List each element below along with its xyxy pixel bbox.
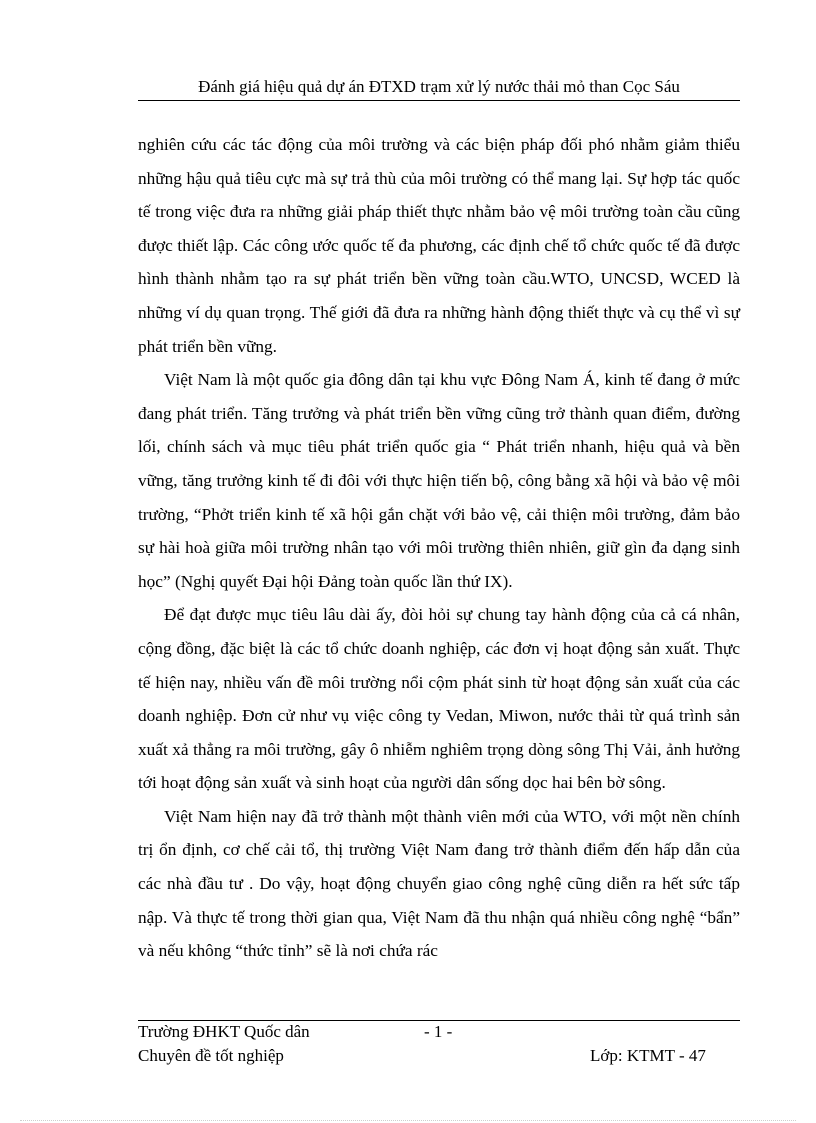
paragraph: Việt Nam là một quốc gia đông dân tại khu vực Đông Nam Á, kinh tế đang ở mức đang phát triển. Tăng trưởng và phát triển bền vững cũng trở thành quan điểm, đường lối, chính sách và mục tiêu phát triển quốc gia “ Phát triển nhanh, hiệu quả và bền vững, tăng trưởng kinh tế đi đôi với thực hiện tiến bộ, công bằng xã hội và bảo vệ môi trường, “Phởt triển kinh tế xã hội gắn chặt với bảo vệ, cải thiện môi trường, đảm bảo sự hài hoà giữa môi trường nhân tạo với môi trường thiên nhiên, giữ gìn đa dạng sinh học” (Nghị quyết Đại hội Đảng toàn quốc lần thứ IX). [138, 370, 740, 591]
page-header-title: Đánh giá hiệu quả dự án ĐTXD trạm xử lý nước thải mỏ than Cọc Sáu [198, 77, 680, 96]
paragraph: nghiên cứu các tác động của môi trường và các biện pháp đối phó nhằm giảm thiểu những hậu quả tiêu cực mà sự trả thù của môi trường có thể mang lại. Sự hợp tác quốc tế trong việc đưa ra những giải pháp thiết thực nhằm bảo vệ môi trường toàn cầu cũng được thiết lập. Các công ước quốc tế đa phương, các định chế tổ chức quốc tế đã được hình thành nhằm tạo ra sự phát triển bền vững toàn cầu.WTO, UNCSD, WCED là những ví dụ quan trọng. Thế giới đã đưa ra những hành động thiết thực và cụ thể vì sự phát triển bền vững. [138, 135, 740, 356]
footer-topic: Chuyên đề tốt nghiệp [138, 1046, 284, 1065]
body-text [138, 128, 740, 968]
footer-class: Lớp: KTMT - 47 [590, 1046, 706, 1065]
paragraph: Việt Nam hiện nay đã trở thành một thành viên mới của WTO, với một nền chính trị ổn định, cơ chế cải tổ, thị trường Việt Nam đang trở thành điểm đến hấp dẫn của các nhà đầu tư . Do vậy, hoạt động chuyển giao công nghệ cũng diễn ra hết sức tấp nập. Và thực tế trong thời gian qua, Việt Nam đã thu nhận quá nhiều công nghệ “bẩn” và nếu không “thức tỉnh” sẽ là nơi chứa rác [138, 806, 740, 961]
header-divider [138, 100, 740, 101]
paragraph: Để đạt được mục tiêu lâu dài ấy, đòi hỏi sự chung tay hành động của cả cá nhân, cộng đồng, đặc biệt là các tổ chức doanh nghiệp, các đơn vị hoạt động sản xuất. Thực tế hiện nay, nhiều vấn đề môi trường nổi cộm phát sinh từ hoạt động sản xuất của các doanh nghiệp. Đơn cử như vụ việc công ty Vedan, Miwon, nước thải từ quá trình sản xuất xả thẳng ra môi trường, gây ô nhiễm nghiêm trọng dòng sông Thị Vải, ảnh hưởng tới hoạt động sản xuất và sinh hoạt của người dân sống dọc hai bên bờ sông. [138, 605, 740, 793]
page-number: - 1 - [424, 1022, 453, 1041]
footer-school: Trường ĐHKT Quốc dân [138, 1022, 310, 1041]
page-bottom-edge [20, 1120, 796, 1121]
